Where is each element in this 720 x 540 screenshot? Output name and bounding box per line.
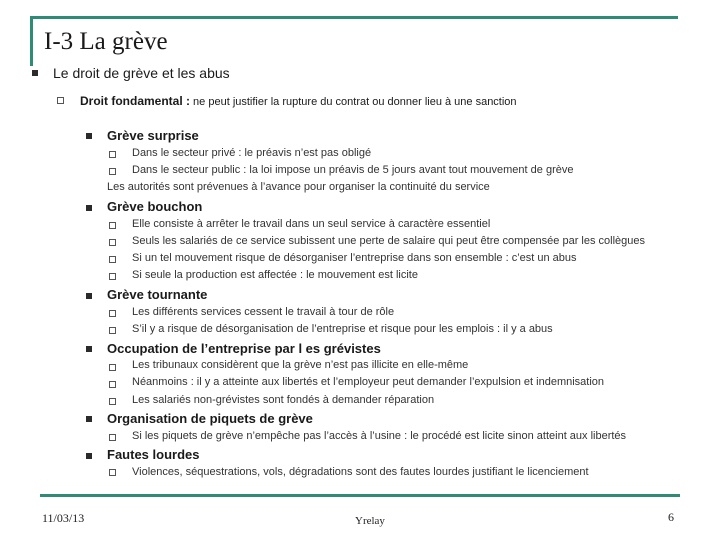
slide-title: I-3 La grève xyxy=(44,28,168,55)
hollow-bullet-icon xyxy=(109,310,116,317)
square-bullet-icon xyxy=(86,205,92,211)
list-item: Dans le secteur privé : le préavis n’est pas obligé xyxy=(132,147,372,159)
list-item: Violences, séquestrations, vols, dégradations sont des fautes lourdes justifiant le licenciement xyxy=(132,466,589,478)
hollow-bullet-icon xyxy=(109,364,116,371)
list-item: Si un tel mouvement risque de désorganiser l’entreprise dans son ensemble : c’est un abus xyxy=(132,252,577,264)
hollow-bullet-icon xyxy=(109,151,116,158)
fundamental-label: Droit fondamental : xyxy=(80,94,190,108)
square-bullet-icon xyxy=(86,133,92,139)
footer-author: Yrelay xyxy=(355,515,385,527)
hollow-bullet-icon xyxy=(109,381,116,388)
square-bullet-icon xyxy=(86,346,92,352)
hollow-bullet-icon xyxy=(109,327,116,334)
section-note: Les autorités sont prévenues à l’avance pour organiser la continuité du service xyxy=(107,181,490,193)
frame-bottom-line xyxy=(40,494,680,497)
list-item: Les tribunaux considèrent que la grève n’est pas illicite en elle-même xyxy=(132,359,469,371)
square-bullet-icon xyxy=(86,293,92,299)
list-item: Néanmoins : il y a atteinte aux libertés et l’employeur peut demander l’expulsion et indemnisation xyxy=(132,376,605,388)
section-title: Organisation de piquets de grève xyxy=(107,411,313,426)
section-title: Grève tournante xyxy=(107,287,208,302)
footer-date: 11/03/13 xyxy=(42,511,85,525)
fundamental-text: ne peut justifier la rupture du contrat ou donner lieu à une sanction xyxy=(190,96,517,108)
list-item: Les différents services cessent le travail à tour de rôle xyxy=(132,306,395,318)
section-title: Grève surprise xyxy=(107,128,199,143)
list-item: Elle consiste à arrêter le travail dans un seul service à caractère essentiel xyxy=(132,218,491,230)
hollow-bullet-icon xyxy=(109,273,116,280)
list-item: Seuls les salariés de ce service subissent une perte de salaire qui peut être compensée par les collègues xyxy=(132,235,646,247)
square-bullet-icon xyxy=(32,70,38,76)
hollow-bullet-icon xyxy=(109,222,116,229)
hollow-bullet-icon xyxy=(109,398,116,405)
hollow-bullet-icon xyxy=(109,434,116,441)
hollow-bullet-icon xyxy=(109,168,116,175)
list-item: Si les piquets de grève n’empêche pas l’accès à l’usine : le procédé est licite sinon atteint aux libertés xyxy=(132,430,627,442)
list-item: Dans le secteur public : la loi impose un préavis de 5 jours avant tout mouvement de grève xyxy=(132,164,574,176)
section-title: Occupation de l’entreprise par l es grévistes xyxy=(107,341,381,356)
list-item: Les salariés non-grévistes sont fondés à demander réparation xyxy=(132,394,435,406)
section-title: Fautes lourdes xyxy=(107,447,200,462)
fundamental-line xyxy=(80,94,517,108)
list-item: S’il y a risque de désorganisation de l’entreprise et risque pour les emplois : il y a abus xyxy=(132,323,553,335)
hollow-bullet-icon xyxy=(109,469,116,476)
hollow-bullet-icon xyxy=(57,97,64,104)
hollow-bullet-icon xyxy=(109,239,116,246)
square-bullet-icon xyxy=(86,416,92,422)
frame-top-line xyxy=(30,16,678,19)
square-bullet-icon xyxy=(86,453,92,459)
list-item: Si seule la production est affectée : le mouvement est licite xyxy=(132,269,418,281)
page-number: 6 xyxy=(668,510,674,524)
section-title: Grève bouchon xyxy=(107,199,203,214)
hollow-bullet-icon xyxy=(109,256,116,263)
main-heading: Le droit de grève et les abus xyxy=(53,65,230,81)
frame-left-line xyxy=(30,16,33,66)
